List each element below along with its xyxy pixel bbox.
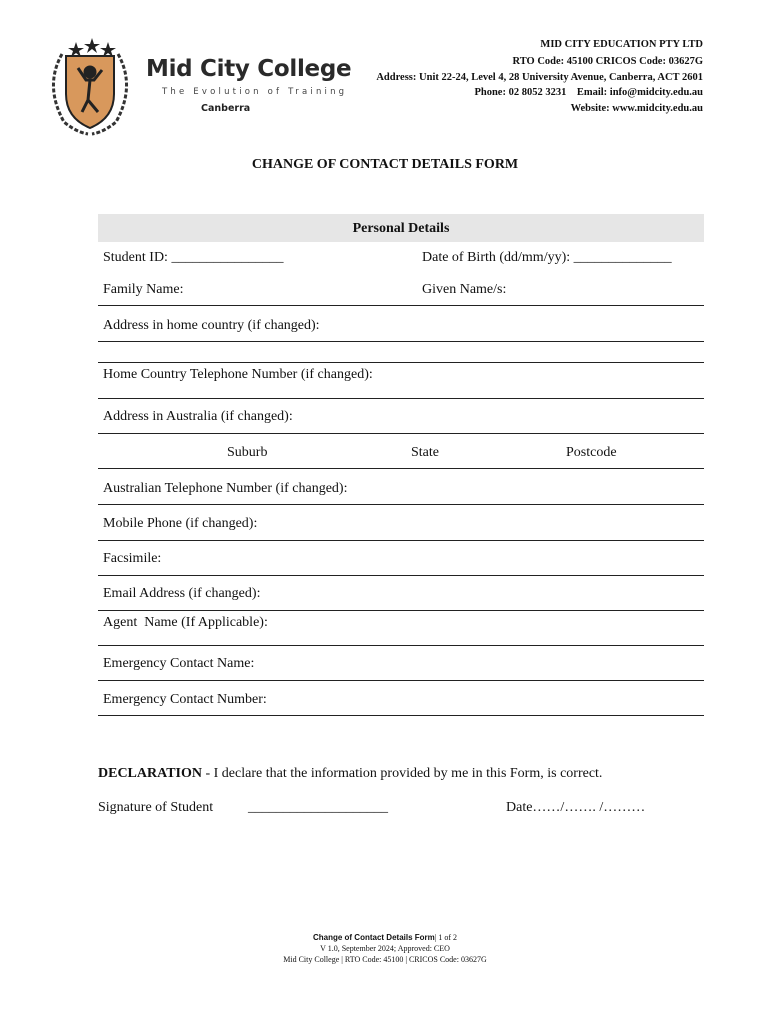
field-line[interactable] bbox=[98, 468, 704, 469]
footer-version: V 1.0, September 2024; Approved: CEO bbox=[320, 944, 450, 953]
signature-field[interactable]: ____________________ bbox=[248, 800, 388, 815]
postcode-label: Postcode bbox=[566, 445, 617, 460]
footer-form-name bbox=[0, 933, 770, 942]
form-title: CHANGE OF CONTACT DETAILS FORM bbox=[251, 157, 519, 172]
field-line[interactable] bbox=[98, 433, 704, 434]
email-label: Email Address (if changed): bbox=[103, 586, 261, 601]
field-line[interactable] bbox=[98, 645, 704, 646]
field-line[interactable] bbox=[98, 540, 704, 541]
address-home-label: Address in home country (if changed): bbox=[103, 318, 320, 333]
company-name: MID CITY EDUCATION PTY LTD bbox=[540, 39, 703, 50]
field-line[interactable] bbox=[98, 362, 704, 363]
codes-line: RTO Code: 45100 CRICOS Code: 03627G bbox=[512, 56, 703, 67]
aus-phone-label: Australian Telephone Number (if changed): bbox=[103, 481, 348, 496]
field-line[interactable] bbox=[98, 680, 704, 681]
declaration-statement: - I declare that the information provided by me in this Form, is correct. bbox=[201, 766, 603, 781]
contact-line: Phone: 02 8052 3231 Email: info@midcity.edu.au bbox=[474, 87, 703, 98]
campus-name: Canberra bbox=[201, 103, 251, 114]
declaration-heading: DECLARATION bbox=[98, 766, 202, 781]
address-line: Address: Unit 22-24, Level 4, 28 University Avenue, Canberra, ACT 2601 bbox=[376, 72, 703, 83]
section-header-personal-details: Personal Details bbox=[98, 214, 704, 242]
declaration-text bbox=[98, 766, 602, 782]
suburb-label: Suburb bbox=[227, 445, 268, 460]
home-phone-label: Home Country Telephone Number (if changed): bbox=[103, 367, 373, 382]
date-field[interactable]: Date……/……. /……… bbox=[506, 800, 646, 815]
field-line[interactable] bbox=[98, 610, 704, 611]
family-name-label: Family Name: bbox=[103, 282, 184, 297]
college-crest-logo bbox=[42, 38, 138, 136]
footer-form-title: Change of Contact Details Form bbox=[312, 933, 435, 942]
student-id-field[interactable]: Student ID: ________________ bbox=[103, 250, 284, 265]
mobile-label: Mobile Phone (if changed): bbox=[103, 516, 258, 531]
state-label: State bbox=[411, 445, 439, 460]
dob-field[interactable]: Date of Birth (dd/mm/yy): ______________ bbox=[422, 250, 672, 265]
field-line[interactable] bbox=[98, 398, 704, 399]
signature-label: Signature of Student bbox=[98, 800, 214, 815]
emergency-name-label: Emergency Contact Name: bbox=[103, 656, 255, 671]
brand-tagline: The Evolution of Training bbox=[162, 87, 348, 97]
given-names-label: Given Name/s: bbox=[422, 282, 507, 297]
agent-label: Agent Name (If Applicable): bbox=[103, 615, 268, 630]
field-line[interactable] bbox=[98, 504, 704, 505]
address-aus-label: Address in Australia (if changed): bbox=[103, 409, 293, 424]
emergency-number-label: Emergency Contact Number: bbox=[103, 692, 267, 707]
brand-name: Mid City College bbox=[146, 56, 352, 82]
footer-page-number: | 1 of 2 bbox=[434, 933, 458, 942]
footer-codes: Mid City College | RTO Code: 45100 | CRICOS Code: 03627G bbox=[283, 955, 487, 964]
field-line[interactable] bbox=[98, 305, 704, 306]
field-line[interactable] bbox=[98, 341, 704, 342]
website-line: Website: www.midcity.edu.au bbox=[570, 103, 703, 114]
field-line[interactable] bbox=[98, 575, 704, 576]
fax-label: Facsimile: bbox=[103, 551, 162, 566]
field-line[interactable] bbox=[98, 715, 704, 716]
